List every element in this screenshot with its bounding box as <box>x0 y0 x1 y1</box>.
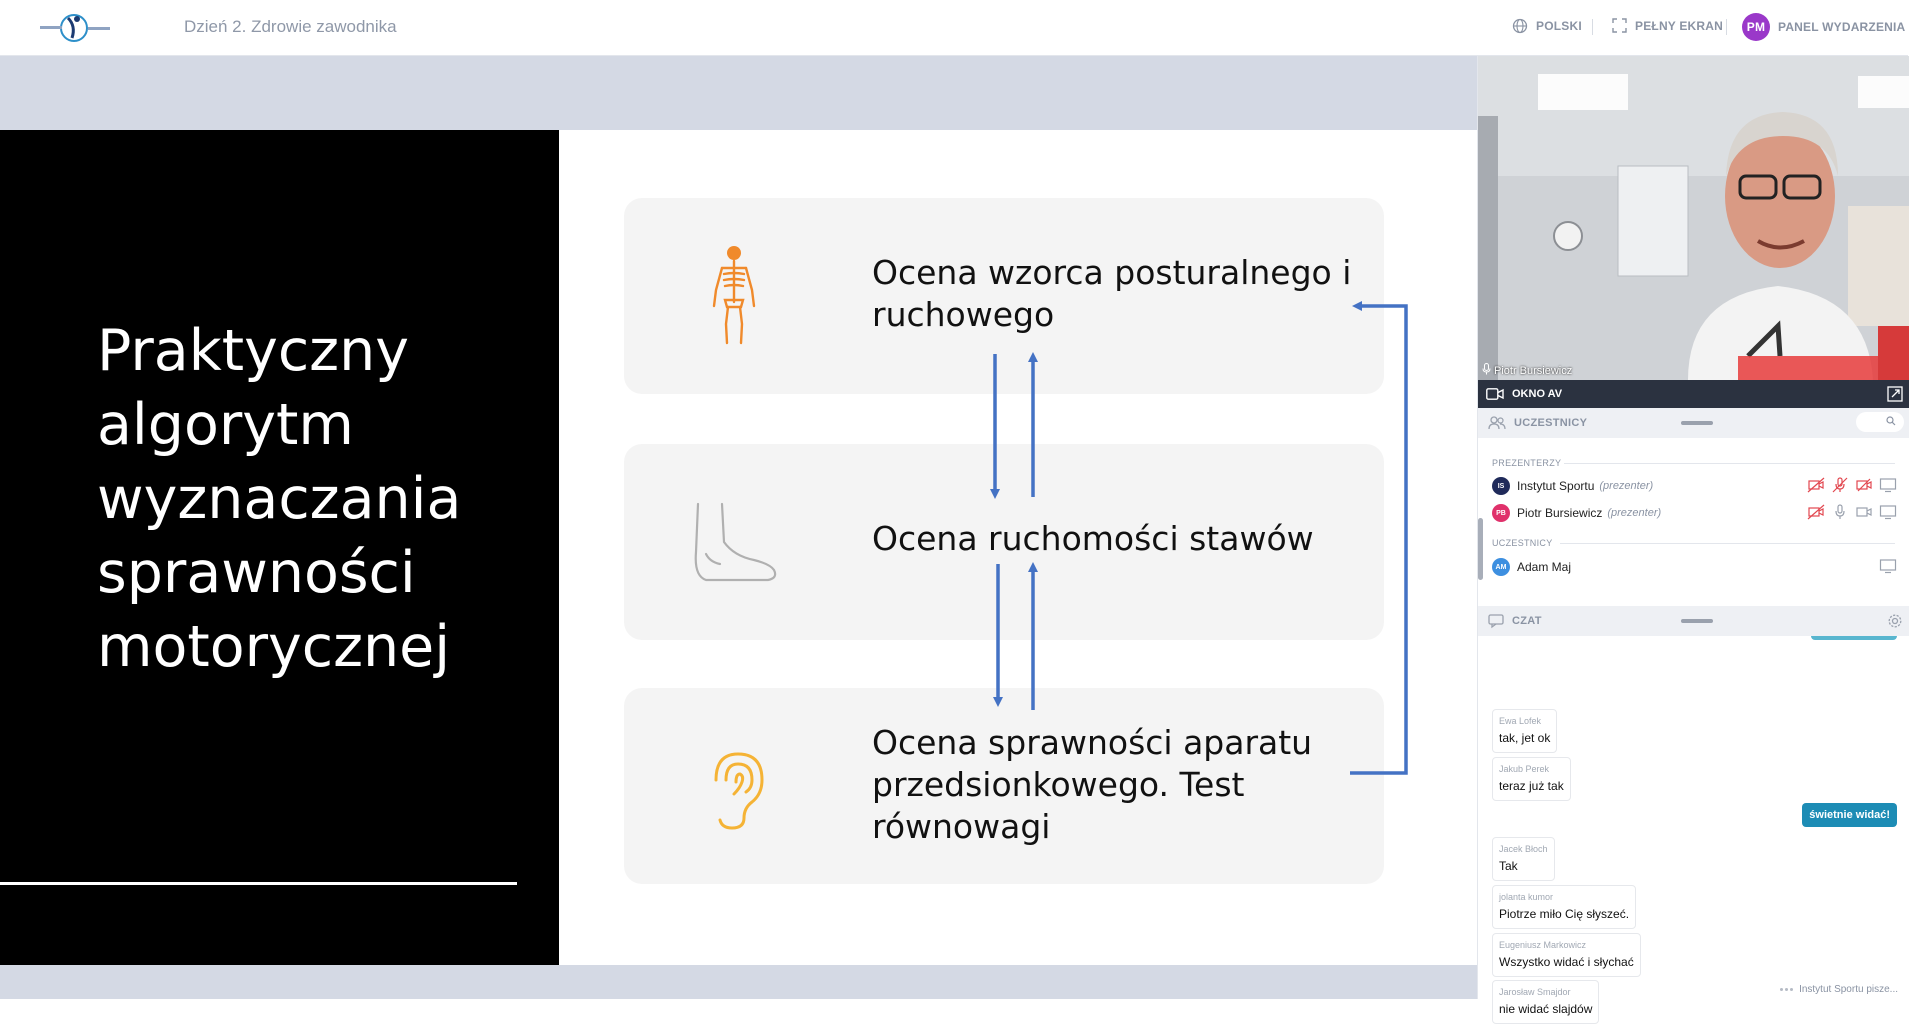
foot-icon <box>690 502 782 589</box>
card-text <box>872 252 1372 336</box>
speaker-name: Piotr Bursiewicz <box>1494 364 1573 377</box>
participant-name: Adam Maj <box>1517 560 1572 574</box>
slide-heading-line: motorycznej <box>97 614 451 680</box>
people-icon <box>1488 416 1506 430</box>
event-title: Dzień 2. Zdrowie zawodnika <box>184 17 397 36</box>
slide-heading-line: wyznaczania <box>97 466 462 532</box>
participant-tools <box>1807 504 1897 523</box>
language-selector[interactable] <box>1512 18 1582 34</box>
card-text-line: Ocena sprawności aparatu <box>872 723 1313 762</box>
card-text-line: równowagi <box>872 807 1051 846</box>
fullscreen-label: PEŁNY EKRAN <box>1635 18 1723 33</box>
chat-icon <box>1488 614 1504 628</box>
chat-message <box>1492 837 1555 881</box>
globe-icon <box>1512 18 1528 34</box>
separator <box>1592 19 1593 35</box>
chat-message <box>1492 757 1571 801</box>
chat-message <box>1492 709 1557 753</box>
message-author: Jakub Perek <box>1499 764 1550 774</box>
card-text-line: przedsionkowego. Test <box>872 765 1245 804</box>
typing-text: Instytut Sportu pisze... <box>1799 984 1898 995</box>
participant-avatar: PB <box>1492 504 1510 522</box>
participant-tools <box>1807 477 1897 496</box>
slide-card-posture <box>624 198 1384 394</box>
message-text: Piotrze miło Cię słyszeć. <box>1499 907 1630 921</box>
message-author: Jacek Błoch <box>1499 844 1548 854</box>
fullscreen-button[interactable] <box>1612 18 1723 33</box>
microphone-icon <box>1482 363 1491 378</box>
participants-search[interactable] <box>1856 412 1904 432</box>
camera-icon <box>1486 388 1504 400</box>
presentation-stage <box>0 56 1477 999</box>
user-avatar: PM <box>1742 13 1770 41</box>
side-panel <box>1477 56 1908 1016</box>
typing-dots-icon <box>1780 988 1793 991</box>
organizer-logo[interactable] <box>38 8 114 48</box>
participant-row[interactable] <box>1492 475 1897 497</box>
resize-handle[interactable] <box>1681 619 1713 623</box>
card-text-line: ruchowego <box>872 295 1055 334</box>
speaker-label <box>1482 363 1572 378</box>
slide-card-joints <box>624 444 1384 640</box>
speaker-video[interactable] <box>1478 56 1909 380</box>
slide-divider <box>0 882 517 885</box>
ear-icon <box>708 750 766 835</box>
participant-avatar: IS <box>1492 477 1510 495</box>
mic-off-icon[interactable] <box>1831 477 1849 496</box>
scrollbar[interactable] <box>1478 518 1483 580</box>
participants-header[interactable] <box>1478 408 1909 438</box>
slide-heading-line: sprawności <box>97 540 416 606</box>
message-author: Ewa Lofek <box>1499 716 1542 726</box>
message-text: tak, jet ok <box>1499 731 1551 745</box>
chat-message <box>1492 933 1641 977</box>
previous-message-edge <box>1811 636 1897 640</box>
message-text: teraz już tak <box>1499 779 1564 793</box>
card-text <box>872 518 1372 560</box>
presenters-label: PREZENTERZY <box>1492 458 1562 468</box>
chat-title: CZAT <box>1512 615 1542 627</box>
video-off-icon[interactable] <box>1855 477 1873 496</box>
slide <box>0 130 1477 965</box>
chat-message <box>1492 980 1599 1024</box>
participant-role: (prezenter) <box>1599 480 1654 492</box>
divider <box>1560 543 1895 544</box>
gear-icon[interactable] <box>1887 613 1903 629</box>
top-bar <box>0 0 1908 56</box>
attendees-label: UCZESTNICY <box>1492 538 1553 548</box>
message-text: Tak <box>1499 859 1518 873</box>
card-text-line: Ocena ruchomości stawów <box>872 519 1314 558</box>
video-icon[interactable] <box>1855 504 1873 523</box>
card-text-line: Ocena wzorca posturalnego i <box>872 253 1352 292</box>
screen-icon[interactable] <box>1879 558 1897 577</box>
skeleton-icon <box>708 244 760 351</box>
chat-messages <box>1478 636 1909 1016</box>
chat-header[interactable] <box>1478 606 1909 636</box>
microphone-icon[interactable] <box>1831 504 1849 523</box>
message-author: Jarosław Smajdor <box>1499 987 1571 997</box>
video-frame <box>1478 56 1909 380</box>
slide-heading-line: Praktyczny <box>97 318 409 384</box>
screen-icon[interactable] <box>1879 477 1897 496</box>
slide-card-vestibular <box>624 688 1384 884</box>
event-panel-button[interactable] <box>1742 13 1905 41</box>
own-chat-message: świetnie widać! <box>1802 803 1897 827</box>
av-window-bar[interactable] <box>1478 380 1909 408</box>
slide-title-panel <box>0 130 559 965</box>
slide-heading-line: algorytm <box>97 392 354 458</box>
message-author: jolanta kumor <box>1499 892 1554 902</box>
card-text <box>872 722 1372 848</box>
participant-row[interactable] <box>1492 502 1897 524</box>
camera-off-icon[interactable] <box>1807 477 1825 496</box>
participants-title: UCZESTNICY <box>1514 417 1588 429</box>
resize-handle[interactable] <box>1681 421 1713 425</box>
message-author: Eugeniusz Markowicz <box>1499 940 1587 950</box>
message-text: Wszystko widać i słychać <box>1499 955 1634 969</box>
separator <box>1726 19 1727 35</box>
camera-off-icon[interactable] <box>1807 504 1825 523</box>
screen-icon[interactable] <box>1879 504 1897 523</box>
typing-indicator <box>1780 984 1898 995</box>
participant-tools <box>1879 558 1897 577</box>
slide-heading <box>97 314 547 684</box>
fullscreen-icon <box>1612 18 1627 33</box>
language-label: POLSKI <box>1536 19 1582 33</box>
participant-row[interactable] <box>1492 556 1897 578</box>
message-text: nie widać slajdów <box>1499 1002 1593 1016</box>
participant-avatar: AM <box>1492 558 1510 576</box>
participant-name: Piotr Bursiewicz <box>1517 506 1603 520</box>
event-panel-label: PANEL WYDARZENIA <box>1778 20 1906 34</box>
divider <box>1564 463 1895 464</box>
search-icon <box>1886 416 1896 429</box>
av-window-label: OKNO AV <box>1512 388 1563 400</box>
participant-role: (prezenter) <box>1607 507 1662 519</box>
participant-name: Instytut Sportu <box>1517 479 1595 493</box>
chat-message <box>1492 885 1636 929</box>
undock-icon[interactable] <box>1887 386 1903 402</box>
participants-list <box>1478 438 1909 606</box>
